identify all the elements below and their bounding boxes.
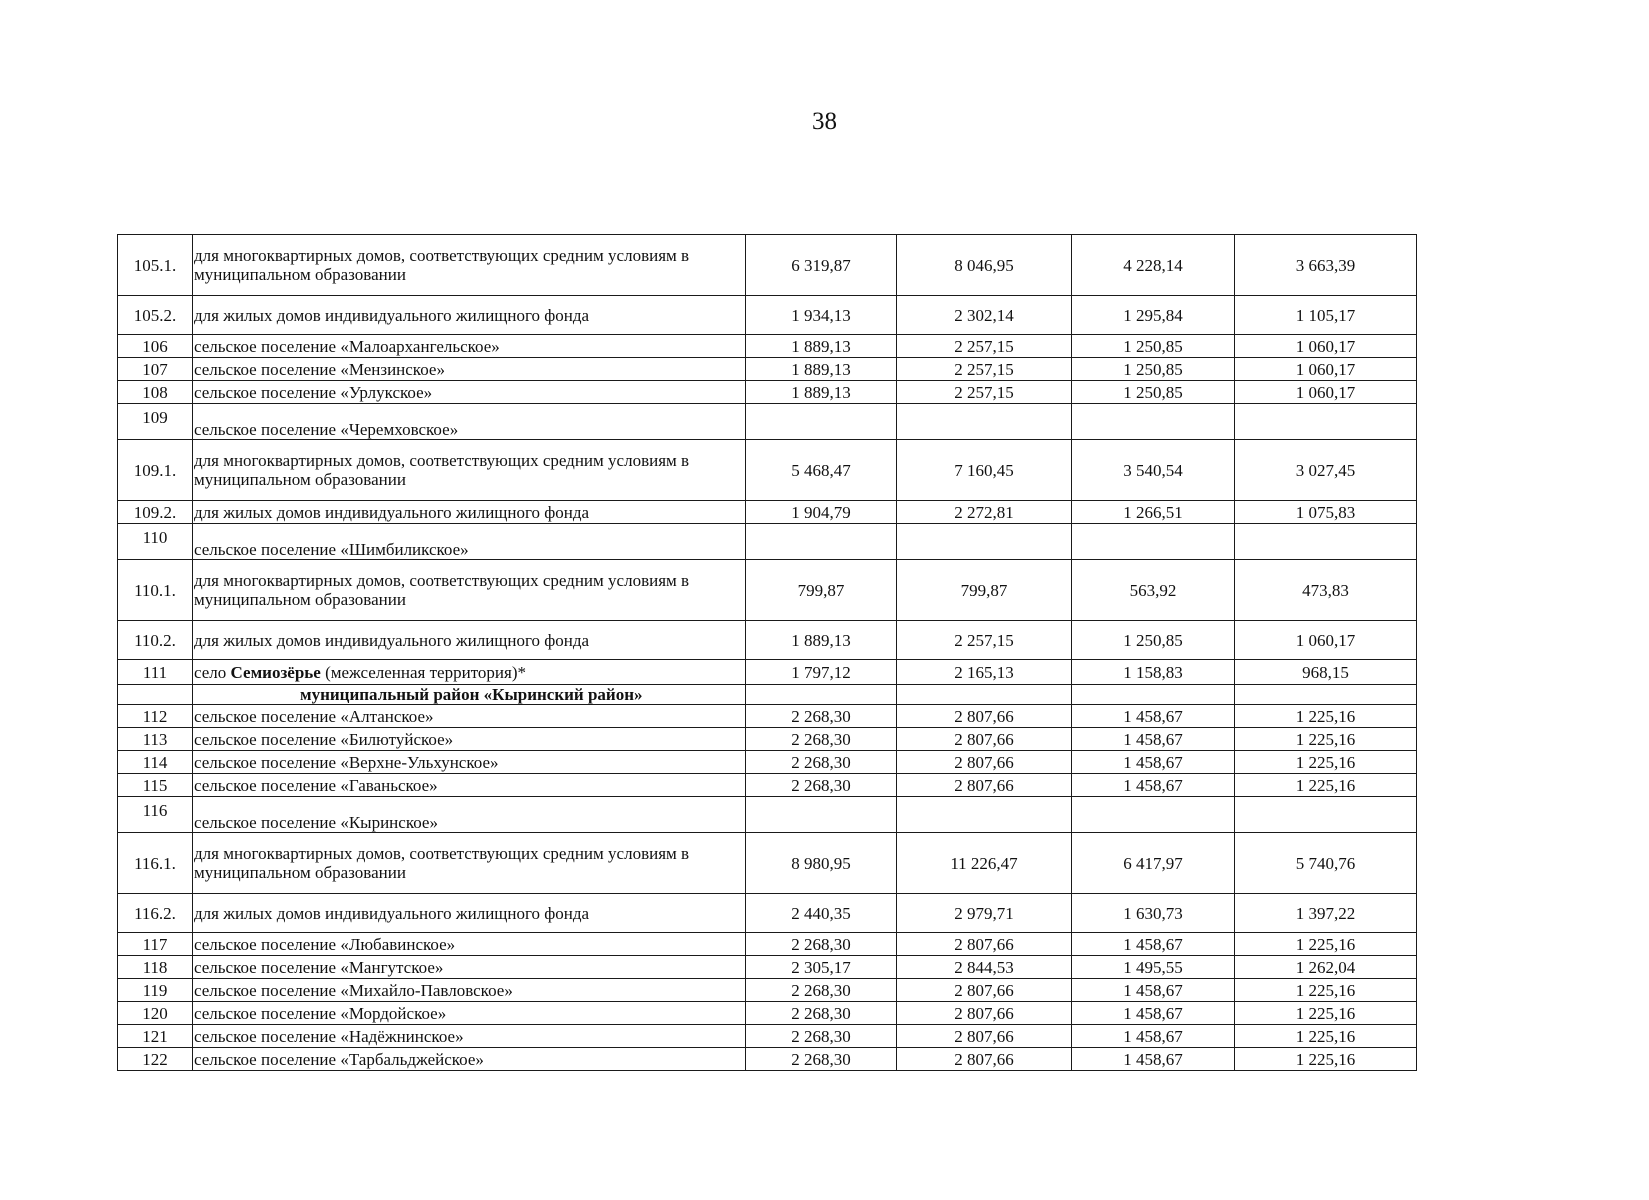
value-cell-4: 1 225,16 xyxy=(1235,705,1417,728)
value-cell-4: 1 075,83 xyxy=(1235,501,1417,524)
value-cell-3 xyxy=(1072,404,1235,440)
value-cell-4: 1 397,22 xyxy=(1235,894,1417,933)
row-name-cell: для жилых домов индивидуального жилищного фонда xyxy=(193,296,746,335)
value-cell-3: 1 266,51 xyxy=(1072,501,1235,524)
value-cell-1: 2 268,30 xyxy=(746,1025,897,1048)
row-name-cell: для жилых домов индивидуального жилищного фонда xyxy=(193,621,746,660)
value-cell-4 xyxy=(1235,524,1417,560)
tariff-table xyxy=(117,234,1417,1071)
value-cell-1: 2 440,35 xyxy=(746,894,897,933)
row-name-cell: сельское поселение «Черемховское» xyxy=(193,404,746,440)
value-cell-3 xyxy=(1072,797,1235,833)
table-row xyxy=(118,894,1417,933)
value-cell-3: 4 228,14 xyxy=(1072,235,1235,296)
value-cell-3: 1 458,67 xyxy=(1072,933,1235,956)
value-cell-1: 799,87 xyxy=(746,560,897,621)
row-name-cell: для многоквартирных домов, соответствующих средним условиям в муниципальном образовании xyxy=(193,833,746,894)
value-cell-3: 1 250,85 xyxy=(1072,358,1235,381)
value-cell-1 xyxy=(746,404,897,440)
value-cell-1: 2 268,30 xyxy=(746,1048,897,1071)
table-row xyxy=(118,833,1417,894)
value-cell-3: 6 417,97 xyxy=(1072,833,1235,894)
value-cell-1 xyxy=(746,797,897,833)
value-cell-3: 1 250,85 xyxy=(1072,335,1235,358)
value-cell-2: 2 807,66 xyxy=(897,933,1072,956)
value-cell-2: 2 257,15 xyxy=(897,381,1072,404)
table-row xyxy=(118,560,1417,621)
value-cell-4: 5 740,76 xyxy=(1235,833,1417,894)
value-cell-4: 1 225,16 xyxy=(1235,933,1417,956)
value-cell-3: 1 158,83 xyxy=(1072,660,1235,685)
row-name-cell: муниципальный район «Кыринский район» xyxy=(193,685,746,705)
value-cell-2: 7 160,45 xyxy=(897,440,1072,501)
tariff-table-body xyxy=(118,235,1417,1071)
row-number-cell: 109.2. xyxy=(118,501,193,524)
section-row xyxy=(118,685,1417,705)
value-cell-1: 2 268,30 xyxy=(746,1002,897,1025)
value-cell-2: 11 226,47 xyxy=(897,833,1072,894)
value-cell-3: 1 250,85 xyxy=(1072,381,1235,404)
row-name-cell: сельское поселение «Михайло-Павловское» xyxy=(193,979,746,1002)
row-name-cell: сельское поселение «Малоархангельское» xyxy=(193,335,746,358)
value-cell-4 xyxy=(1235,685,1417,705)
row-name-part: (межселенная территория)* xyxy=(320,662,526,682)
row-name-cell: сельское поселение «Надёжнинское» xyxy=(193,1025,746,1048)
value-cell-2 xyxy=(897,524,1072,560)
value-cell-1: 2 268,30 xyxy=(746,979,897,1002)
value-cell-4: 1 225,16 xyxy=(1235,1025,1417,1048)
row-number-cell xyxy=(118,685,193,705)
value-cell-4: 1 225,16 xyxy=(1235,774,1417,797)
row-name-part: село xyxy=(194,662,231,682)
table-row xyxy=(118,524,1417,560)
table-row xyxy=(118,440,1417,501)
value-cell-4: 1 060,17 xyxy=(1235,358,1417,381)
row-number-cell: 122 xyxy=(118,1048,193,1071)
row-name-cell: для жилых домов индивидуального жилищного фонда xyxy=(193,894,746,933)
value-cell-2: 2 844,53 xyxy=(897,956,1072,979)
row-name-cell: сельское поселение «Тарбальджейское» xyxy=(193,1048,746,1071)
value-cell-4 xyxy=(1235,404,1417,440)
row-number-cell: 107 xyxy=(118,358,193,381)
row-number-cell: 112 xyxy=(118,705,193,728)
value-cell-2: 2 257,15 xyxy=(897,621,1072,660)
value-cell-2: 2 807,66 xyxy=(897,728,1072,751)
row-name-cell: сельское поселение «Гаваньское» xyxy=(193,774,746,797)
value-cell-1: 1 889,13 xyxy=(746,621,897,660)
value-cell-1: 1 934,13 xyxy=(746,296,897,335)
row-number-cell: 120 xyxy=(118,1002,193,1025)
value-cell-3: 1 458,67 xyxy=(1072,979,1235,1002)
value-cell-2 xyxy=(897,685,1072,705)
value-cell-1: 5 468,47 xyxy=(746,440,897,501)
value-cell-3: 1 458,67 xyxy=(1072,1048,1235,1071)
table-row xyxy=(118,956,1417,979)
table-row xyxy=(118,797,1417,833)
value-cell-2: 2 807,66 xyxy=(897,1048,1072,1071)
row-number-cell: 116.1. xyxy=(118,833,193,894)
table-row xyxy=(118,933,1417,956)
value-cell-4: 1 225,16 xyxy=(1235,1048,1417,1071)
value-cell-1: 2 305,17 xyxy=(746,956,897,979)
value-cell-3: 1 458,67 xyxy=(1072,774,1235,797)
value-cell-2 xyxy=(897,797,1072,833)
row-name-cell: сельское поселение «Кыринское» xyxy=(193,797,746,833)
row-number-cell: 116 xyxy=(118,797,193,833)
table-row xyxy=(118,751,1417,774)
value-cell-4: 1 105,17 xyxy=(1235,296,1417,335)
value-cell-3: 1 295,84 xyxy=(1072,296,1235,335)
value-cell-4: 1 060,17 xyxy=(1235,335,1417,358)
value-cell-1: 1 889,13 xyxy=(746,358,897,381)
row-number-cell: 110 xyxy=(118,524,193,560)
table-row xyxy=(118,381,1417,404)
row-number-cell: 110.1. xyxy=(118,560,193,621)
value-cell-4: 1 225,16 xyxy=(1235,979,1417,1002)
value-cell-1: 2 268,30 xyxy=(746,774,897,797)
value-cell-3: 1 250,85 xyxy=(1072,621,1235,660)
value-cell-2: 2 302,14 xyxy=(897,296,1072,335)
row-name-cell: сельское поселение «Алтанское» xyxy=(193,705,746,728)
value-cell-2: 799,87 xyxy=(897,560,1072,621)
value-cell-4: 3 027,45 xyxy=(1235,440,1417,501)
row-number-cell: 121 xyxy=(118,1025,193,1048)
row-number-cell: 109.1. xyxy=(118,440,193,501)
value-cell-1: 1 797,12 xyxy=(746,660,897,685)
value-cell-4: 3 663,39 xyxy=(1235,235,1417,296)
value-cell-3 xyxy=(1072,685,1235,705)
table-row xyxy=(118,1048,1417,1071)
row-name-cell: сельское поселение «Верхне-Ульхунское» xyxy=(193,751,746,774)
row-name-cell: для многоквартирных домов, соответствующих средним условиям в муниципальном образовании xyxy=(193,235,746,296)
row-name-cell: сельское поселение «Мензинское» xyxy=(193,358,746,381)
value-cell-4: 1 225,16 xyxy=(1235,1002,1417,1025)
row-name-cell: сельское поселение «Мангутское» xyxy=(193,956,746,979)
value-cell-1: 1 889,13 xyxy=(746,381,897,404)
value-cell-4: 1 225,16 xyxy=(1235,728,1417,751)
row-number-cell: 106 xyxy=(118,335,193,358)
value-cell-1: 1 889,13 xyxy=(746,335,897,358)
value-cell-1 xyxy=(746,685,897,705)
row-number-cell: 111 xyxy=(118,660,193,685)
value-cell-2: 2 807,66 xyxy=(897,705,1072,728)
value-cell-1 xyxy=(746,524,897,560)
value-cell-3: 1 458,67 xyxy=(1072,728,1235,751)
value-cell-1: 2 268,30 xyxy=(746,751,897,774)
value-cell-4: 968,15 xyxy=(1235,660,1417,685)
row-number-cell: 108 xyxy=(118,381,193,404)
value-cell-4: 1 225,16 xyxy=(1235,751,1417,774)
table-row xyxy=(118,705,1417,728)
value-cell-3: 1 630,73 xyxy=(1072,894,1235,933)
table-row xyxy=(118,621,1417,660)
value-cell-1: 2 268,30 xyxy=(746,933,897,956)
row-name-cell: сельское поселение «Билютуйское» xyxy=(193,728,746,751)
table-row xyxy=(118,979,1417,1002)
value-cell-4: 1 262,04 xyxy=(1235,956,1417,979)
value-cell-2: 2 807,66 xyxy=(897,1002,1072,1025)
value-cell-3: 1 458,67 xyxy=(1072,1025,1235,1048)
value-cell-4: 1 060,17 xyxy=(1235,621,1417,660)
row-name-cell: сельское поселение «Шимбиликское» xyxy=(193,524,746,560)
row-name-cell: для жилых домов индивидуального жилищного фонда xyxy=(193,501,746,524)
table-row xyxy=(118,501,1417,524)
value-cell-2: 2 807,66 xyxy=(897,1025,1072,1048)
row-number-cell: 114 xyxy=(118,751,193,774)
table-row xyxy=(118,774,1417,797)
row-name-cell: сельское поселение «Любавинское» xyxy=(193,933,746,956)
value-cell-1: 6 319,87 xyxy=(746,235,897,296)
value-cell-2: 2 257,15 xyxy=(897,335,1072,358)
value-cell-3 xyxy=(1072,524,1235,560)
value-cell-1: 2 268,30 xyxy=(746,705,897,728)
row-name-cell: сельское поселение «Мордойское» xyxy=(193,1002,746,1025)
value-cell-4: 1 060,17 xyxy=(1235,381,1417,404)
value-cell-1: 2 268,30 xyxy=(746,728,897,751)
value-cell-2: 8 046,95 xyxy=(897,235,1072,296)
table-row xyxy=(118,1025,1417,1048)
row-number-cell: 113 xyxy=(118,728,193,751)
value-cell-2 xyxy=(897,404,1072,440)
value-cell-3: 1 458,67 xyxy=(1072,705,1235,728)
row-number-cell: 109 xyxy=(118,404,193,440)
value-cell-3: 1 495,55 xyxy=(1072,956,1235,979)
value-cell-2: 2 807,66 xyxy=(897,774,1072,797)
row-name-cell xyxy=(193,660,746,685)
value-cell-2: 2 979,71 xyxy=(897,894,1072,933)
page-number: 38 xyxy=(812,108,837,135)
value-cell-3: 1 458,67 xyxy=(1072,751,1235,774)
value-cell-3: 1 458,67 xyxy=(1072,1002,1235,1025)
row-name-cell: сельское поселение «Урлукское» xyxy=(193,381,746,404)
value-cell-2: 2 807,66 xyxy=(897,751,1072,774)
table-row xyxy=(118,335,1417,358)
table-row xyxy=(118,358,1417,381)
row-name-cell: для многоквартирных домов, соответствующих средним условиям в муниципальном образовании xyxy=(193,560,746,621)
value-cell-3: 3 540,54 xyxy=(1072,440,1235,501)
value-cell-1: 8 980,95 xyxy=(746,833,897,894)
table-row xyxy=(118,1002,1417,1025)
table-row xyxy=(118,660,1417,685)
row-name-cell: для многоквартирных домов, соответствующих средним условиям в муниципальном образовании xyxy=(193,440,746,501)
value-cell-2: 2 272,81 xyxy=(897,501,1072,524)
row-number-cell: 118 xyxy=(118,956,193,979)
table-row xyxy=(118,296,1417,335)
value-cell-2: 2 165,13 xyxy=(897,660,1072,685)
value-cell-1: 1 904,79 xyxy=(746,501,897,524)
row-number-cell: 115 xyxy=(118,774,193,797)
row-number-cell: 116.2. xyxy=(118,894,193,933)
row-number-cell: 119 xyxy=(118,979,193,1002)
settlement-name-bold: Семиозёрье xyxy=(230,662,321,682)
value-cell-4: 473,83 xyxy=(1235,560,1417,621)
row-number-cell: 105.1. xyxy=(118,235,193,296)
table-row xyxy=(118,235,1417,296)
table-row xyxy=(118,404,1417,440)
value-cell-2: 2 807,66 xyxy=(897,979,1072,1002)
row-number-cell: 105.2. xyxy=(118,296,193,335)
row-number-cell: 117 xyxy=(118,933,193,956)
table-row xyxy=(118,728,1417,751)
row-number-cell: 110.2. xyxy=(118,621,193,660)
value-cell-2: 2 257,15 xyxy=(897,358,1072,381)
value-cell-3: 563,92 xyxy=(1072,560,1235,621)
value-cell-4 xyxy=(1235,797,1417,833)
